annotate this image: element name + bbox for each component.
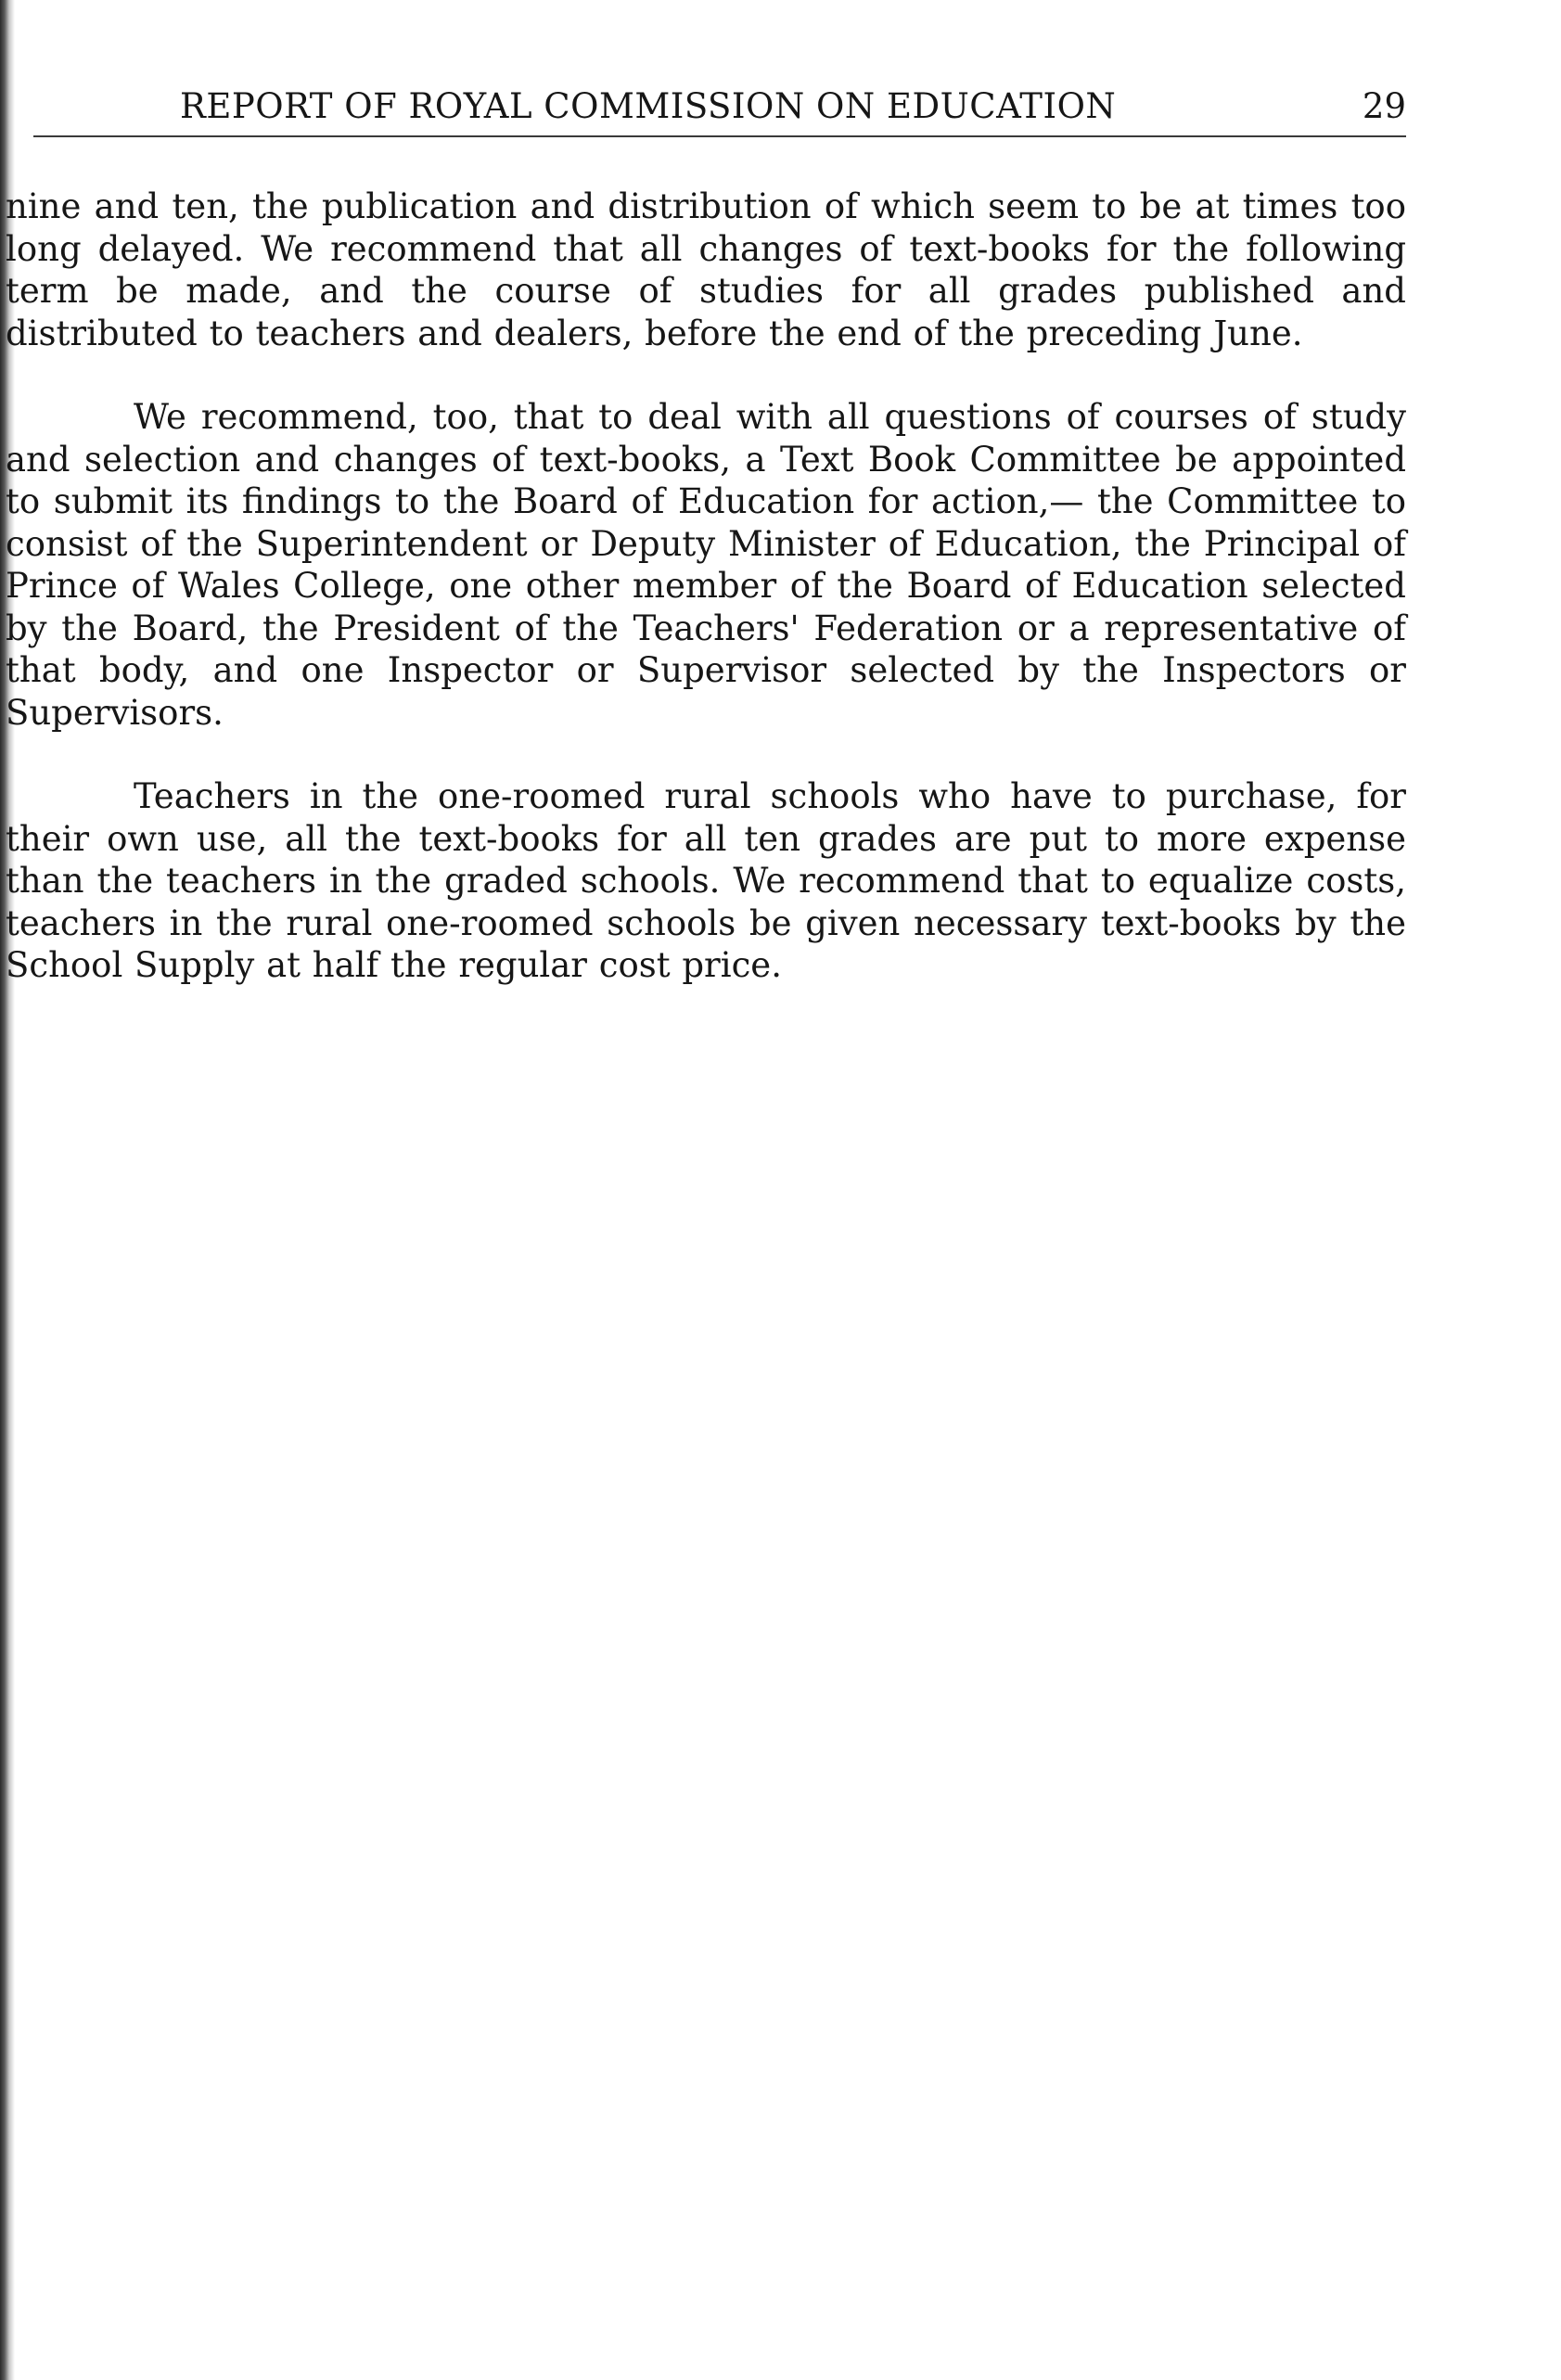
paragraph-rural-teachers: Teachers in the one-roomed rural schools who have to purchase, for their own use, all the text-books for all ten grades are put to more expense than the teachers in the graded schools. We recommend that to equalize costs, teachers in the rural one-roomed schools be given necessary text-books by the School Supply at half the regular cost price. — [6, 776, 1406, 985]
body-text — [6, 186, 1406, 1029]
paragraph-continued: nine and ten, the publication and distribution of which seem to be at times too long delayed. We recommend that all changes of text-books for the following term be made, and the course of studies for all grades published and distributed to teachers and dealers, before the end of the preceding June. — [6, 186, 1406, 353]
running-title: REPORT OF ROYAL COMMISSION ON EDUCATION — [180, 86, 1117, 126]
page-number: 29 — [1362, 86, 1406, 126]
paragraph-text-book-committee: We recommend, too, that to deal with all questions of courses of study and selection and changes of text-books, a Text Book Committee be appointed to submit its findings to the Board of Education for action,— the Committee to consist of the Superintendent or Deputy Minister of Education, the Principal of Prince of Wales College, one other member of the Board of Education selected by the Board, the President of the Teachers' Federation or a representative of that body, and one Inspector or Supervisor selected by the Inspectors or Supervisors. — [6, 397, 1406, 733]
running-header — [33, 85, 1406, 137]
